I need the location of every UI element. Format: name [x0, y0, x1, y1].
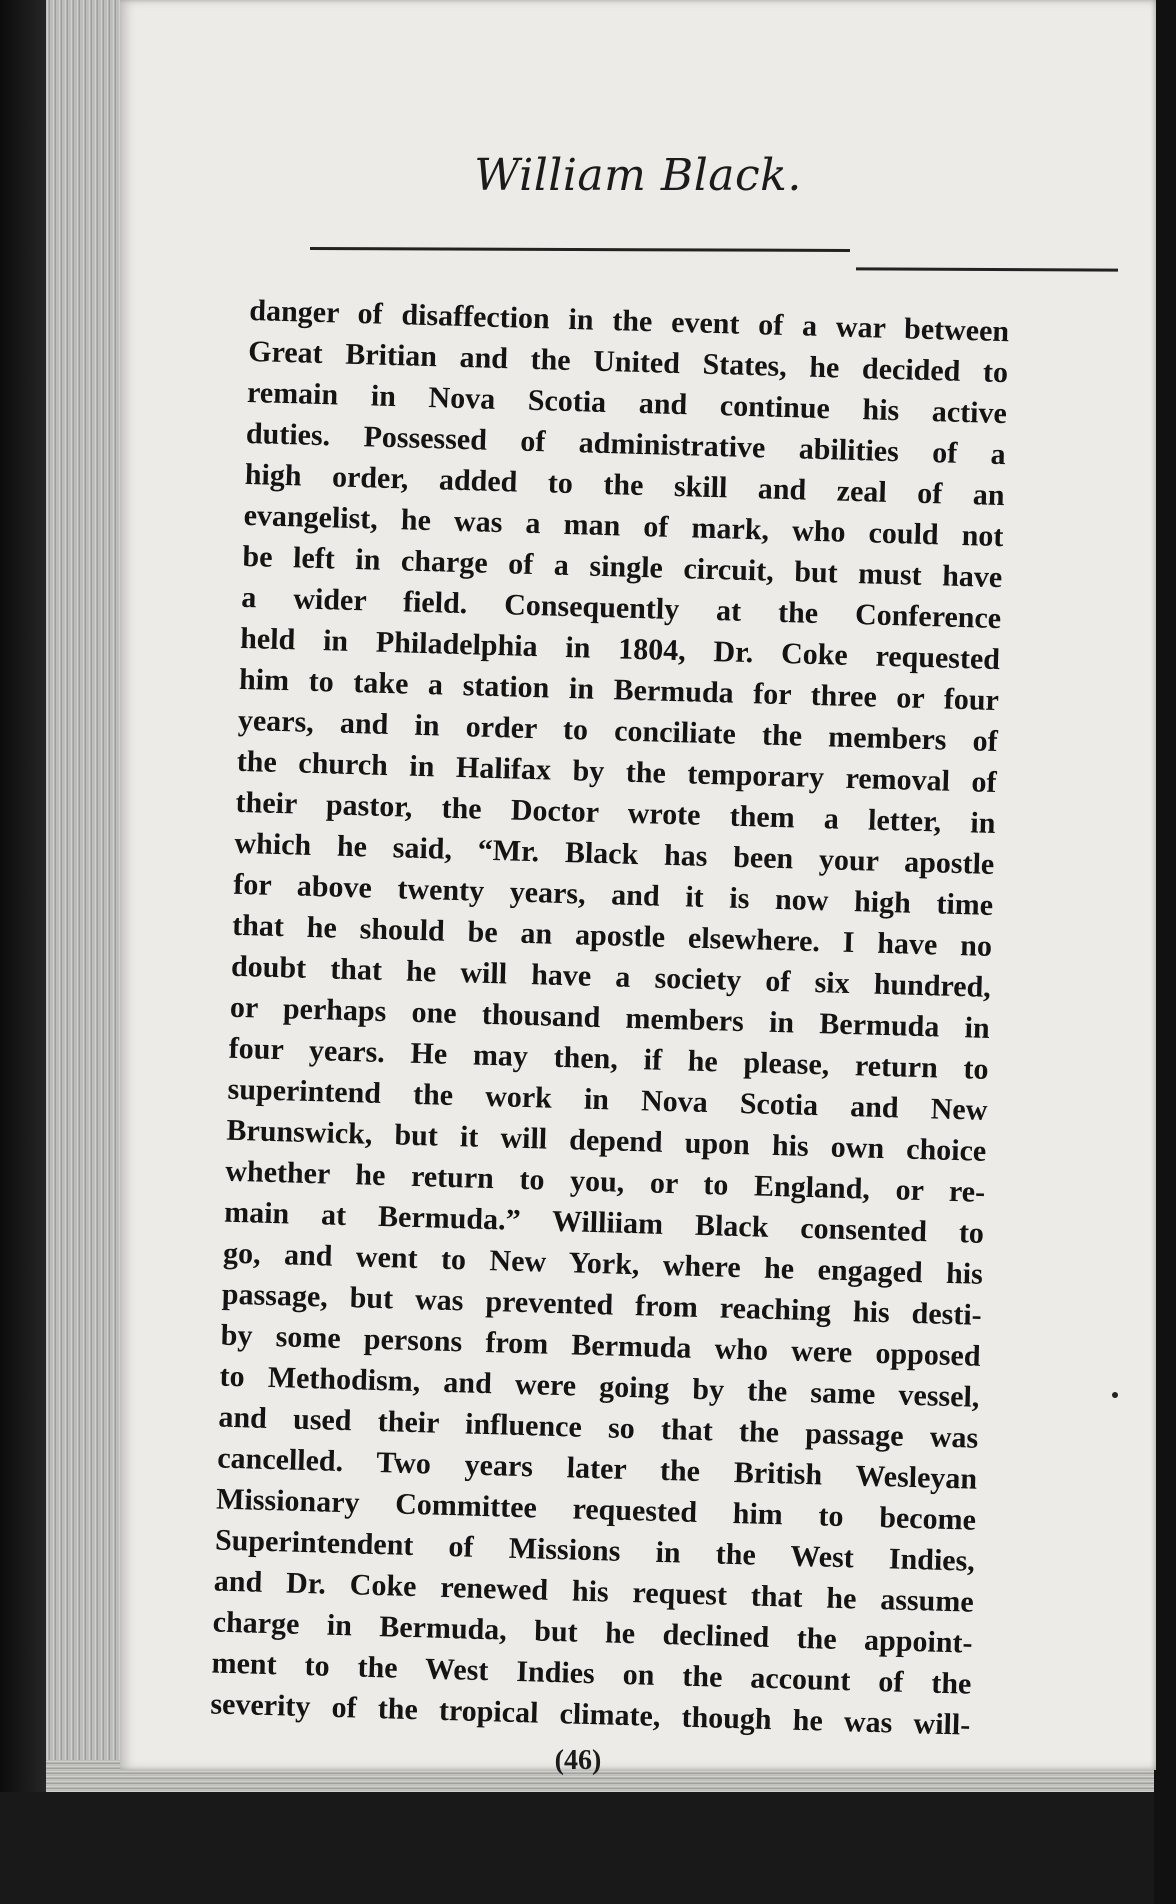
text-line: Missionary Committee requested him to become — [215, 1482, 977, 1537]
text-line: the church in Halifax by the temporary removal of — [236, 744, 997, 800]
text-line: their pastor, the Doctor wrote them a letter, in — [235, 785, 996, 841]
text-line: duties. Possessed of administrative abilities of a — [245, 416, 1007, 472]
text-line: superintend the work in Nova Scotia and New — [227, 1072, 988, 1127]
text-line: or perhaps one thousand members in Bermuda in — [229, 990, 991, 1045]
text-line: years, and in order to conciliate the members of — [237, 703, 999, 759]
text-line: remain in Nova Scotia and continue his active — [246, 375, 1008, 431]
text-line: which he said, “Mr. Black has been your apostle — [234, 826, 995, 881]
page-number: (46) — [554, 1745, 602, 1776]
text-line: high order, added to the skill and zeal of an — [244, 457, 1006, 513]
text-line: Brunswick, but it will depend upon his own choice — [226, 1113, 987, 1168]
text-line: that he should be an apostle elsewhere. I have no — [231, 908, 993, 963]
text-line: and used their influence so that the passage was — [218, 1400, 979, 1455]
text-line: for above twenty years, and it is now high time — [232, 867, 994, 922]
text-line: and Dr. Coke renewed his request that he assume — [213, 1564, 975, 1619]
text-line: by some persons from Bermuda who were opposed — [220, 1318, 981, 1373]
text-line: go, and went to New York, where he engaged his — [222, 1236, 984, 1291]
body-text-block — [210, 290, 1010, 1741]
text-line: evangelist, he was a man of mark, who could not — [243, 498, 1004, 554]
text-line: four years. He may then, if he please, return to — [228, 1031, 989, 1086]
text-line: passage, but was prevented from reaching his desti- — [221, 1277, 983, 1332]
text-line: ment to the West Indies on the account of the — [211, 1646, 972, 1701]
text-line: a wider field. Consequently at the Conference — [240, 580, 1002, 636]
running-header: William Black. — [474, 150, 802, 201]
background-bottom — [0, 1792, 1176, 1904]
text-line: charge in Bermuda, but he declined the appoint- — [212, 1605, 973, 1660]
text-line: cancelled. Two years later the British Wesleyan — [216, 1441, 978, 1496]
body-paragraph — [210, 290, 1010, 1746]
text-line: severity of the tropical climate, though he was will- — [210, 1687, 971, 1742]
text-line: to Methodism, and were going by the same vessel, — [219, 1359, 980, 1414]
page-edges-left — [46, 0, 128, 1780]
header-rule-left — [310, 247, 850, 252]
text-line: be left in charge of a single circuit, but must have — [242, 539, 1003, 595]
text-line: main at Bermuda.” Williiam Black consented to — [223, 1195, 985, 1250]
text-line: whether he return to you, or to England, or re- — [224, 1154, 986, 1209]
text-line: Superintendent of Missions in the West Indies, — [214, 1523, 976, 1578]
text-line: Great Britian and the United States, he decided to — [247, 334, 1009, 390]
text-line: doubt that he will have a society of six hundred, — [230, 949, 992, 1004]
text-line: held in Philadelphia in 1804, Dr. Coke requested — [239, 621, 1001, 677]
background-right — [1154, 0, 1176, 1904]
header-rule-right — [856, 267, 1118, 271]
ink-fleck — [1112, 1392, 1118, 1398]
text-line: him to take a station in Bermuda for three or four — [238, 662, 1000, 718]
text-line: danger of disaffection in the event of a war between — [248, 293, 1010, 349]
